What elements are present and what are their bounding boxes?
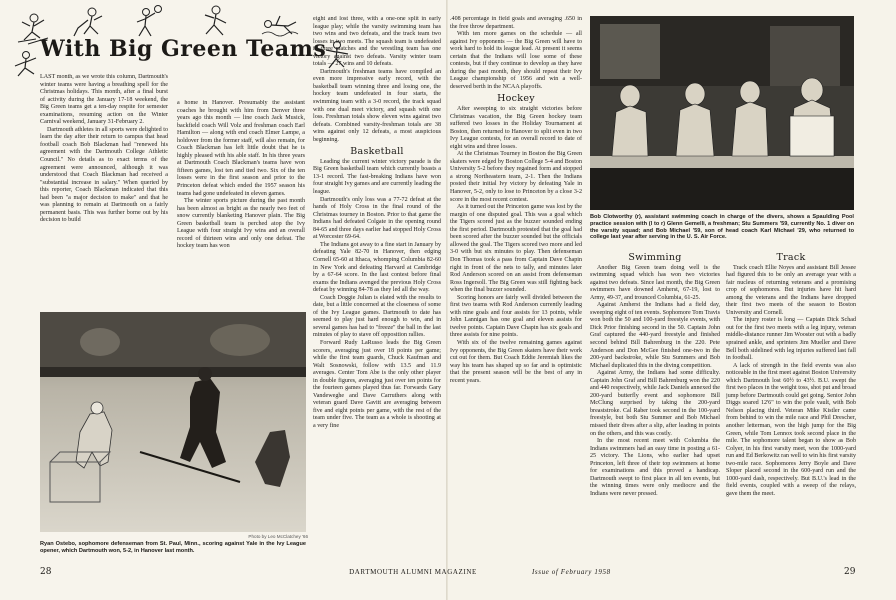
intro-paragraph: LAST month, as we wrote this column, Dartmouth's winter teams were having a breathing spell for the Christmas holidays. This month, after a final burst of activity during the January 17-18 weekend, the Big Green teams get a ten-day respite for semester examinations, resuming action on the Winter Carnival weekend, January 31-February 2. [40, 74, 168, 126]
section-heading-hockey: Hockey [497, 93, 535, 105]
body-paragraph: .408 percentage in field goals and averaging .650 in the free throw department. [450, 16, 582, 30]
body-paragraph: Against Amherst the Indians had a field day, sweeping eight of ten events. Sophomore Tom Travis won both the 50 and 100-yard freestyle events, with Dick Prior finishing second in the 50. Captain John Graf captured the 440-yard freestyle and finished second behind Bill Bahrenburg in the 220. Pete Anderson and Don McGee finished one-two in the 200-yard backstroke, while Stu Summers and Bob Michael duplicated this in the diving competition. [590, 302, 720, 369]
hockey-player-figure-icon [70, 6, 110, 40]
right-column-1 [450, 16, 582, 560]
body-paragraph: In the most recent meet with Columbia the Indians swimmers had an easy time in posting a 61-25 victory. The Lions, who earlier had upset Princeton, left three of their top swimmers at home for examinations and this proved a handicap. Dartmouth swept to first place in all ten events, but the winning times were only mediocre and the Indians were never pressed. [590, 438, 720, 497]
body-paragraph: Against Army, the Indians had some difficulty. Captain John Graf and Bill Bahrenburg won the 220 and 440 respectively, while Jack Daniels annexed the 200-yard butterfly event and sophomore Bill McClung surprised by taking the 200-yard breaststroke. Cal Raber took second in the 100-yard freestyle, but both Stu Summer and Bob Michael missed their dives after a slip, after leading in points on the others, and this was costly. [590, 370, 720, 437]
body-paragraph: eight and lost three, with a one-one split in early league play; while the varsity swimming team has two wins and two defeats, and the track team two losses in two meets. The squash team is undefeated in three matches and the wrestling team has one victory against two defeats. Varsity winter team totals — 27 wins and 10 defeats. [313, 16, 441, 68]
body-paragraph: With ten more games on the schedule — all against Ivy opponents — the Big Green will have to work hard to hold its league lead. At present it seems certain that the Indians will lose some of these contests, but if they continue to develop as they have during the past month, they should repeat their Ivy League championship of 1956 and win a well-deserved berth in the NCAA playoffs. [450, 31, 582, 90]
right-column-2 [590, 250, 720, 556]
photo-credit: Photo by Leo McClatchey '66 [248, 534, 308, 539]
body-paragraph: Coach Doggie Julian is elated with the results to date, but a little concerned at the closeness of some of the Ivy League games. Dartmouth to date has seemed to play just hard enough to win, and in several games has had to "freeze" the ball in the last minutes of play to stave off opposition rallies. [313, 294, 441, 339]
body-paragraph: Dartmouth's freshman teams have compiled an even more impressive early record, with the basketball team winning three and losing one, the hockey team undefeated in four starts, the swimming team with a 3-0 record, the track squad with one dual meet victory, and squash with one loss. Freshman totals show eleven wins against two defeats. Combined varsity-freshman totals are 38 wins against only 12 defeats, a most auspicious beginning. [313, 68, 441, 143]
section-heading-swimming: Swimming [628, 252, 682, 263]
body-paragraph: The injury roster is long — Captain Dick Schad out for the first two meets with a leg injury, veteran middle-distance runner Jim Wooster out with a badly sprained ankle, and sprinters Jim Mueller and Dave Bell both sidelined with leg injuries suffered last fall in football. [726, 317, 856, 362]
section-heading-basketball: Basketball [350, 146, 404, 158]
body-paragraph: Track coach Ellie Noyes and assistant Bill Jessee had figured this to be only an average year with a fair nucleus of returning veterans and a promising crop of sophomores. But injuries have hit hard among the veterans and the Indians have dropped their first two meets of the season to Boston University and Cornell. [726, 264, 856, 316]
section-heading-track: Track [776, 252, 806, 263]
body-paragraph: The Indians got away to a fine start in January by defeating Yale 82-70 in Hanover, then edging Cornell 65-60 at Ithaca, whomping Columbia 82-60 in New York and defeating Harvard at Cambridge by a 67-64 score. In the last contest before final exams the Indians avenged the previous Holy Cross defeat by winning 84-78 as they led all the way. [313, 241, 441, 294]
left-column-3 [313, 16, 441, 556]
body-paragraph: Scoring honors are fairly well divided between the first two teams with Rod Anderson currently leading with nine goals and four assists for 13 points, while John Lannigan has one goal and eleven assists for twelve points. Captain Dave Chapin has six goals and three assists for nine points. [450, 294, 582, 339]
photo-caption: Bob Clotworthy (r), assistant swimming coach in charge of the divers, shows a Spaulding Pool practice session with (l to r) Glenn Gemelli, a freshman; Stu Summers '59, currently No. 1 diver on the varsity squad; and Bob Michael '59, son of head coach Karl Michael '29, who returned to college last year after serving in the U. S. Air Force. [590, 214, 854, 241]
page-title: With Big Green Teams [40, 36, 327, 62]
body-paragraph: With six of the twelve remaining games against Ivy opponents, the Big Green skaters have their work cut out for them. But Coach Eddie Jeremiah likes the way his team has shaped up so far and is optimistic that the present season will be the best of any in recent years. [450, 339, 582, 384]
body-paragraph: Dartmouth athletes in all sports were delighted to learn the day after their return to campus that head football coach Bob Blackman had "renewed his agreement with the Dartmouth College Athletic Council." No details as to exact terms of the agreement were announced, although it was understood that Coach Blackman had received a "substantial increase in salary." When queried by this reporter, Coach Blackman indicated that this had been "a major decision to make" and that he was planning to remain at Dartmouth on a fairly permanent basis. This was further borne out by his decision to build [40, 126, 168, 224]
page-number-left: 28 [40, 567, 52, 577]
issue-label [532, 568, 611, 576]
body-paragraph: Dartmouth's only loss was a 77-72 defeat at the hands of Holy Cross in the final round of the Christmas tourney in Boston. Prior to that game the Indians had defeated Colgate in the opening round 84-65 and three days earlier had stopped Holy Cross at Worcester 69-64. [313, 196, 441, 241]
body-paragraph: Leading the current winter victory parade is the Big Green basketball team which currently boasts a 13-1 record. The fast-breaking Indians have won four straight Ivy games and are currently leading the league. [313, 158, 441, 196]
basketball-player-figure-icon [128, 4, 168, 40]
body-paragraph: A lack of strength in the field events was also noticeable in the first meet against Boston University which Dartmouth lost 60½ to 43½. B.U. swept the first two places in the weight toss, shot put and broad jump before Dartmouth could get going. Senior John Diggs soared 12'6" to win the pole vault, with Bob Nelson placing third. Veteran Mike Kistler came from behind to win the mile race and Phil Drescher, another letterman, won the high jump for the Big Green, while Tom Lennox took second place in the mile. The sophomore talent began to show as Bob Colyer, in his first varsity meet, won the 1000-yard run and Ed Berkowitz ran well to win his first varsity two-mile race. Sophomores Jerry Boyle and Dave Sloper placed second in the 600-yard run and the 1000-yard dash, respectively. But B.U.'s lead in the field events, coupled with a sweep of the relays, gave them the meet. [726, 362, 856, 497]
body-paragraph: As it turned out the Princeton game was lost by the margin of one disputed goal. This was a goal which the Tigers scored just as the buzzer sounded ending the first period. Dartmouth protested that the goal had been scored after the buzzer sounded but the officials allowed the goal. The Tigers scored two more and led 3-0 with but six minutes to play. Then defenseman Don Thomas took a pass from Captain Dave Chapin right in front of the nets to tally, and minutes later Rod Anderson scored on an assist from defenseman Ross Ingersoll. The Big Green was still fighting back when the final buzzer sounded. [450, 204, 582, 294]
body-paragraph: Another Big Green team doing well is the swimming squad which has won two victories against two defeats. Since last month, the Big Green swimmers have downed Amherst, 67-19, lost to Army, 49-37, and trounced Columbia, 61-25. [590, 264, 720, 301]
jumper-figure-icon [10, 50, 42, 80]
left-column-1 [40, 74, 168, 306]
body-paragraph: a home in Hanover. Presumably the assistant coaches he brought with him from Denver three years ago this month — line coach Jack Musick, backfield coach Will Volz and freshman coach Earl Hamilton — along with end coach Elmer Lampe, a holdover from the former staff, will also remain, for Coach Blackman has left little doubt that he is highly pleased with his able staff. In his three years at Dartmouth Coach Blackman's teams have won fifteen games, lost ten and tied two. Six of the ten losses were in the first season and prior to the Princeton defeat which ended the 1957 season his teams had gone undefeated in eleven games. [177, 100, 305, 197]
body-paragraph: The winter sports picture during the past month has been almost as bright as the nearly two feet of snow currently blanketing Hanover plain. The Big Green basketball team is perched atop the Ivy League with four straight Ivy wins and an overall record of thirteen wins and only one defeat. The hockey team has won [177, 198, 305, 250]
issue-label-text: Issue of February 1958 [532, 568, 611, 576]
left-column-2 [177, 100, 305, 306]
running-head: DARTMOUTH ALUMNI MAGAZINE [349, 568, 477, 576]
body-paragraph: Forward Rudy LaRusso leads the Big Green scorers, averaging just over 18 points per game; while the first team guards, Chuck Kaufman and Walt Sosnowski, follow with 13.5 and 11.9 averages. Center Tom Abe is the only other player in double figures, averaging just over ten points for the fourteen games played thus far. Forwards Gary Vandeweghe and Dave Carruthers along with veteran guard Dave Gavitt are averaging between five and eight points per game, with the rest of the team under five. The team as a whole is shooting at a very fine [313, 339, 441, 429]
photo-caption: Ryan Ostebo, sophomore defenseman from St. Paul, Minn., scoring against Yale in the Ivy League opener, which Dartmouth won, 5-2, in Hanover last month. [40, 541, 306, 554]
runner-figure-icon [196, 4, 236, 40]
swimming-photo [590, 16, 854, 210]
page-number-right: 29 [844, 567, 856, 577]
body-paragraph: At the Christmas Tourney in Boston the Big Green skaters were edged by Boston College 5-4 and Boston University 5-2 before they regained form and stopped a strong Northeastern team, 2-1. Then the Indians posted their initial Ivy victory by defeating Yale in Hanover, 5-2, only to lose to Princeton by a close 3-2 score in the most recent contest. [450, 151, 582, 203]
body-paragraph: After sweeping to six straight victories before Christmas vacation, the Big Green hockey team suffered two losses in the Holiday Tournament at Boston, then returned to Hanover to split even in two Ivy League contests, for an overall record to date of eight wins and three losses. [450, 106, 582, 150]
hockey-photo [40, 312, 306, 532]
right-column-3 [726, 250, 856, 556]
